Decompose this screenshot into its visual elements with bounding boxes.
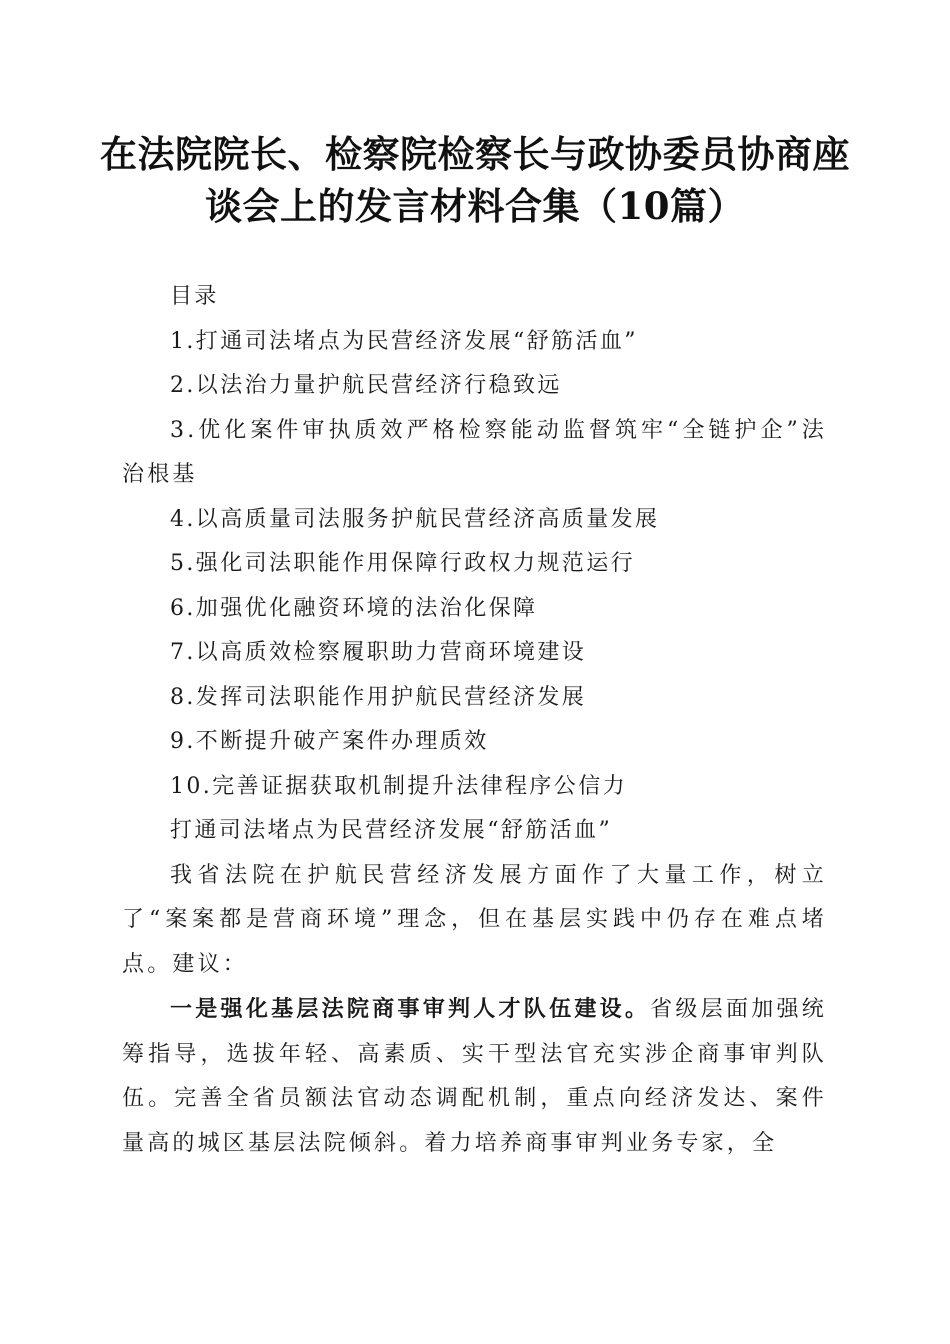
toc-item: 6.加强优化融资环境的法治化保障 [170, 595, 538, 621]
paragraph-lead: 一是强化基层法院商事审判人才队伍建设。 [170, 996, 651, 1022]
toc-heading: 目录 [170, 284, 219, 309]
toc-item: 4.以高质量司法服务护航民营经济高质量发展 [170, 506, 660, 532]
toc-item: 3.优化案件审执质效严格检察能动监督筑牢“全链护企”法治根基 [122, 417, 827, 487]
title-line-1: 在法院院长、检察院检察长与政协委员协商座 [100, 132, 850, 176]
toc-item: 5.强化司法职能作用保障行政权力规范运行 [170, 551, 635, 576]
title-line-2: 谈会上的发言材料合集（10篇） [205, 184, 745, 228]
toc-item: 9.不断提升破产案件办理质效 [170, 729, 489, 754]
toc-item: 8.发挥司法职能作用护航民营经济发展 [170, 684, 587, 710]
toc-item: 1.打通司法堵点为民营经济发展“舒筋活血” [170, 328, 638, 354]
toc-item: 7.以高质效检察履职助力营商环境建设 [170, 640, 587, 665]
document-body [122, 275, 827, 1166]
document-title [100, 128, 850, 232]
toc-item: 10.完善证据获取机制提升法律程序公信力 [170, 773, 627, 799]
paragraph [122, 987, 827, 1166]
paragraph: 我省法院在护航民营经济发展方面作了大量工作，树立了“案案都是营商环境”理念，但在基层实践中仍存在难点堵点。建议： [122, 862, 827, 977]
toc-item: 2.以法治力量护航民营经济行稳致远 [170, 373, 562, 398]
paragraph-text: 省级层面加强统筹指导，选拔年轻、高素质、实干型法官充实涉企商事审判队伍。完善全省员额法官动态调配机制，重点向经济发达、案件量高的城区基层法院倾斜。着力培养商事审判业务专家，全 [122, 997, 827, 1156]
section-title: 打通司法堵点为民营经济发展“舒筋活血” [170, 818, 613, 843]
